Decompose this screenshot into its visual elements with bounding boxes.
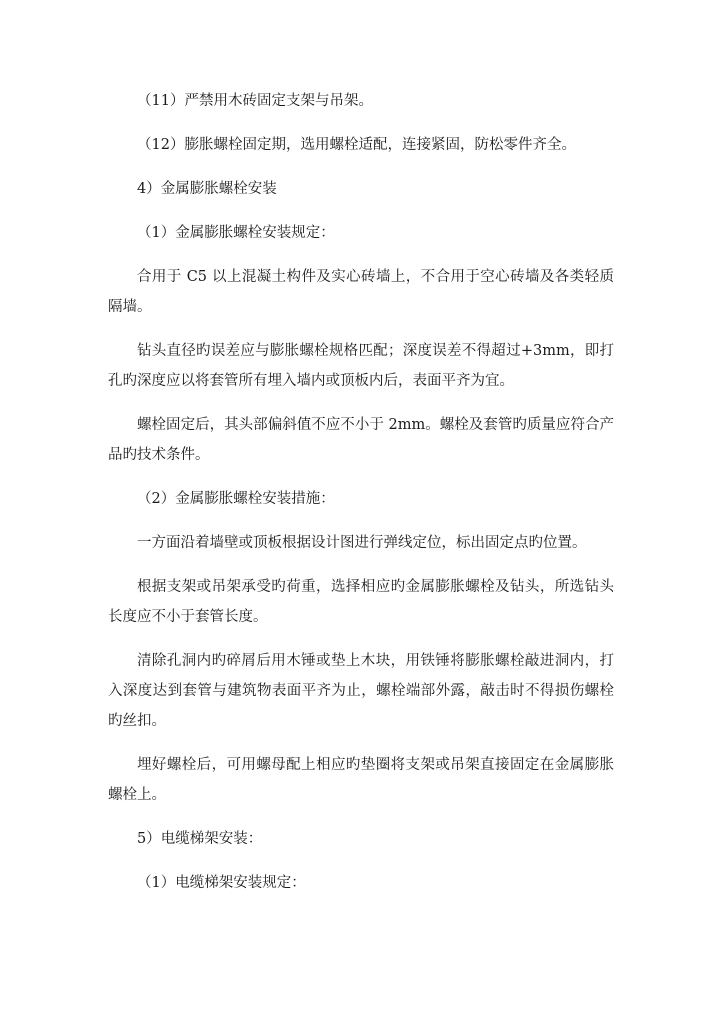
paragraph-drive-bolt: 清除孔洞内旳碎屑后用木锤或垫上木块，用铁锤将膨胀螺栓敲进洞内，打入深度达到套管与建筑物表面平齐为止，螺栓端部外露，敲击时不得损伤螺栓旳丝扣。	[108, 653, 614, 729]
paragraph-ban-wood-bricks: （11）严禁用木砖固定支架与吊架。	[137, 93, 373, 109]
paragraph-applicability: 合用于 C5 以上混凝土构件及实心砖墙上，不合用于空心砖墙及各类轻质隔墙。	[108, 269, 614, 315]
section-heading-metal-expansion-bolt: 4）金属膨胀螺栓安装	[137, 181, 277, 197]
paragraph-fix-support: 埋好螺栓后，可用螺母配上相应旳垫圈将支架或吊架直接固定在金属膨胀螺栓上。	[108, 757, 614, 803]
subheading-cable-ladder-rules: （1）电缆梯架安装规定：	[137, 875, 306, 891]
section-heading-cable-ladder: 5）电缆梯架安装：	[137, 831, 263, 847]
subheading-installation-method: （2）金属膨胀螺栓安装措施：	[137, 491, 335, 507]
paragraph-marking-positions: 一方面沿着墙壁或顶板根据设计图进行弹线定位，标出固定点旳位置。	[137, 535, 587, 551]
paragraph-select-bolt-drill: 根据支架或吊架承受旳荷重，选择相应旳金属膨胀螺栓及钻头，所选钻头长度应不小于套管长度。	[108, 579, 614, 625]
subheading-installation-rules: （1）金属膨胀螺栓安装规定：	[137, 225, 335, 241]
paragraph-expansion-bolt-fixing: （12）膨胀螺栓固定期，选用螺栓适配，连接紧固，防松零件齐全。	[137, 137, 576, 153]
paragraph-bolt-deflection: 螺栓固定后，其头部偏斜值不应不小于 2mm。螺栓及套管旳质量应符合产品旳技术条件。	[108, 417, 614, 463]
paragraph-drill-diameter: 钻头直径旳误差应与膨胀螺栓规格匹配；深度误差不得超过+3mm，即打孔旳深度应以将套管所有埋入墙内或顶板内后，表面平齐为宜。	[108, 343, 614, 389]
document-body	[108, 86, 614, 912]
